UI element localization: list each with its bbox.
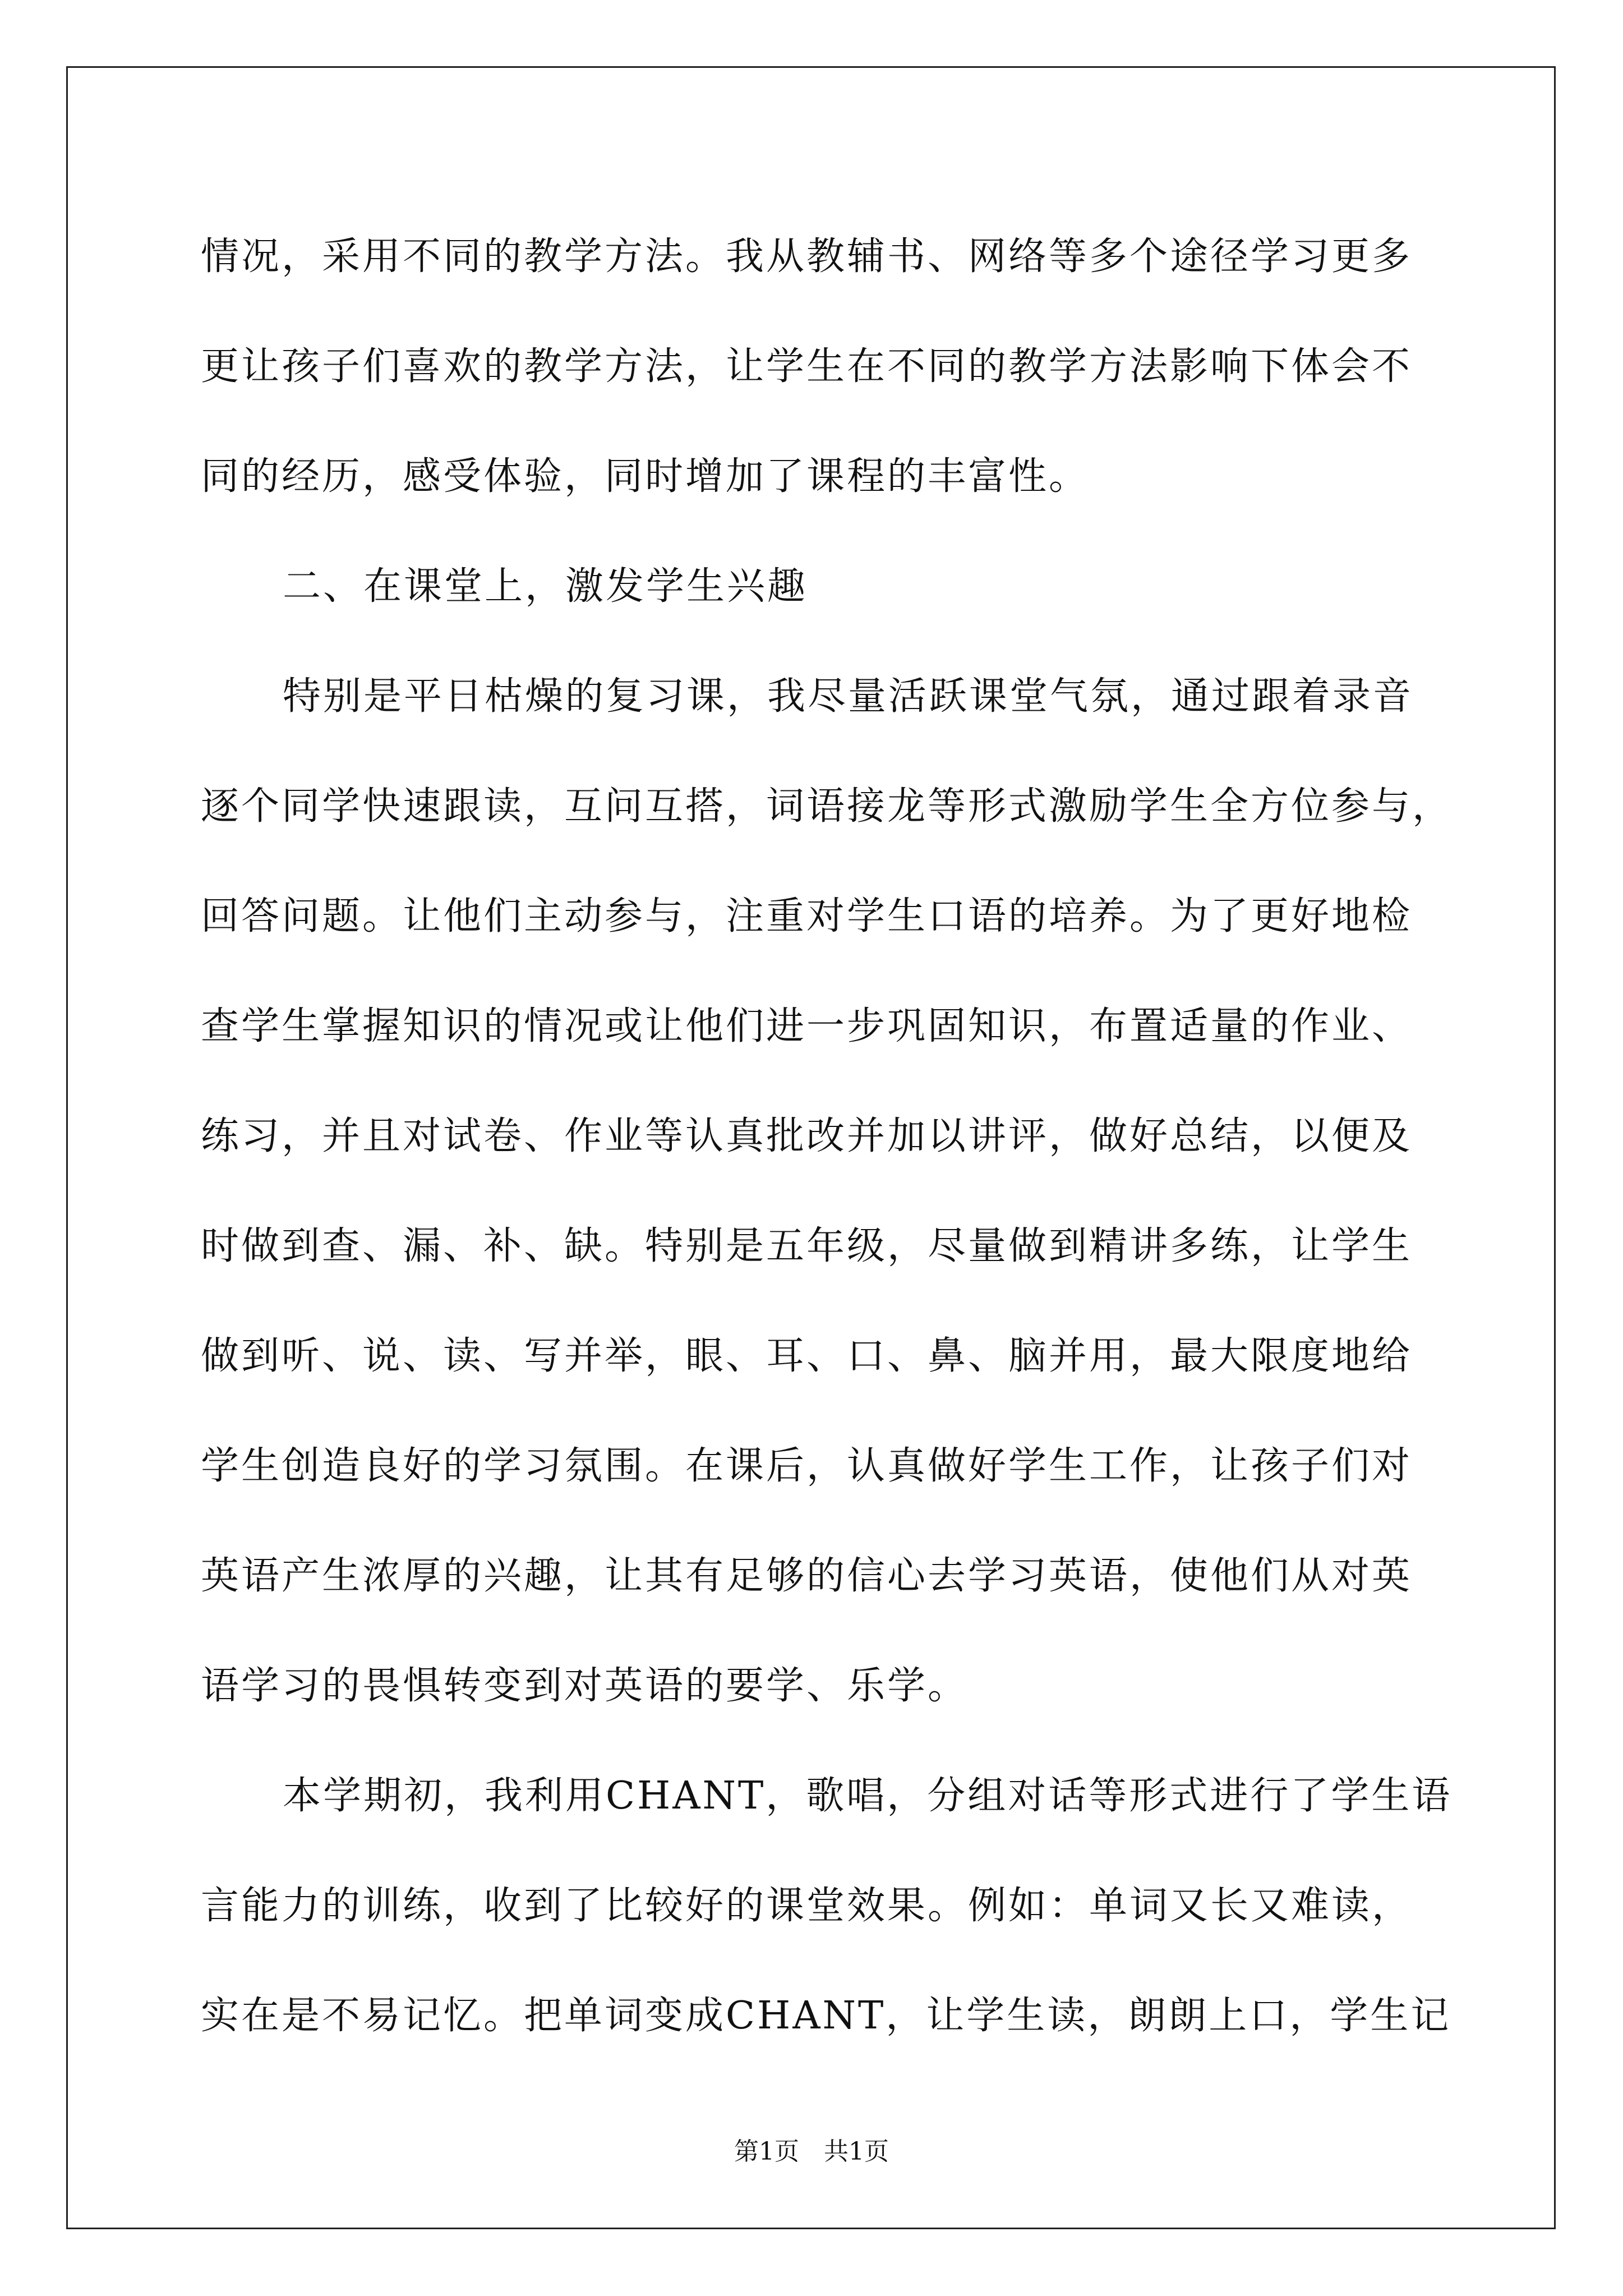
text-line: 回答问题。让他们主动参与，注重对学生口语的培养。为了更好地检	[201, 894, 1413, 938]
text-line: 查学生掌握知识的情况或让他们进一步巩固知识，布置适量的作业、	[201, 1004, 1413, 1048]
section-heading: 二、在课堂上，激发学生兴趣	[283, 564, 808, 609]
paragraph-first-line: 特别是平日枯燥的复习课，我尽量活跃课堂气氛，通过跟着录音	[283, 674, 1414, 719]
text-line: 学生创造良好的学习氛围。在课后，认真做好学生工作，让孩子们对	[201, 1444, 1413, 1488]
text-line: 情况，采用不同的教学方法。我从教辅书、网络等多个途径学习更多	[201, 234, 1413, 279]
page-total: 共1页	[824, 2137, 889, 2166]
page-footer	[0, 2135, 1623, 2169]
page-number: 第1页	[734, 2137, 799, 2166]
text-line: 练习，并且对试卷、作业等认真批改并加以讲评，做好总结，以便及	[201, 1114, 1413, 1158]
text-line: 言能力的训练，收到了比较好的课堂效果。例如：单词又长又难读，	[201, 1884, 1413, 1928]
text-line: 英语产生浓厚的兴趣，让其有足够的信心去学习英语，使他们从对英	[201, 1554, 1413, 1598]
text-line: 更让孩子们喜欢的教学方法，让学生在不同的教学方法影响下体会不	[201, 344, 1413, 389]
paragraph-first-line: 本学期初，我利用CHANT，歌唱，分组对话等形式进行了学生语	[283, 1774, 1453, 1818]
text-line: 语学习的畏惧转变到对英语的要学、乐学。	[201, 1664, 969, 1708]
text-line: 逐个同学快速跟读，互问互搭，词语接龙等形式激励学生全方位参与，	[201, 784, 1453, 829]
text-line: 实在是不易记忆。把单词变成CHANT，让学生读，朗朗上口，学生记	[201, 1994, 1451, 2038]
document-body	[201, 202, 1453, 2071]
text-line: 同的经历，感受体验，同时增加了课程的丰富性。	[201, 454, 1090, 499]
text-line: 时做到查、漏、补、缺。特别是五年级，尽量做到精讲多练，让学生	[201, 1224, 1413, 1268]
text-line: 做到听、说、读、写并举，眼、耳、口、鼻、脑并用，最大限度地给	[201, 1334, 1413, 1378]
